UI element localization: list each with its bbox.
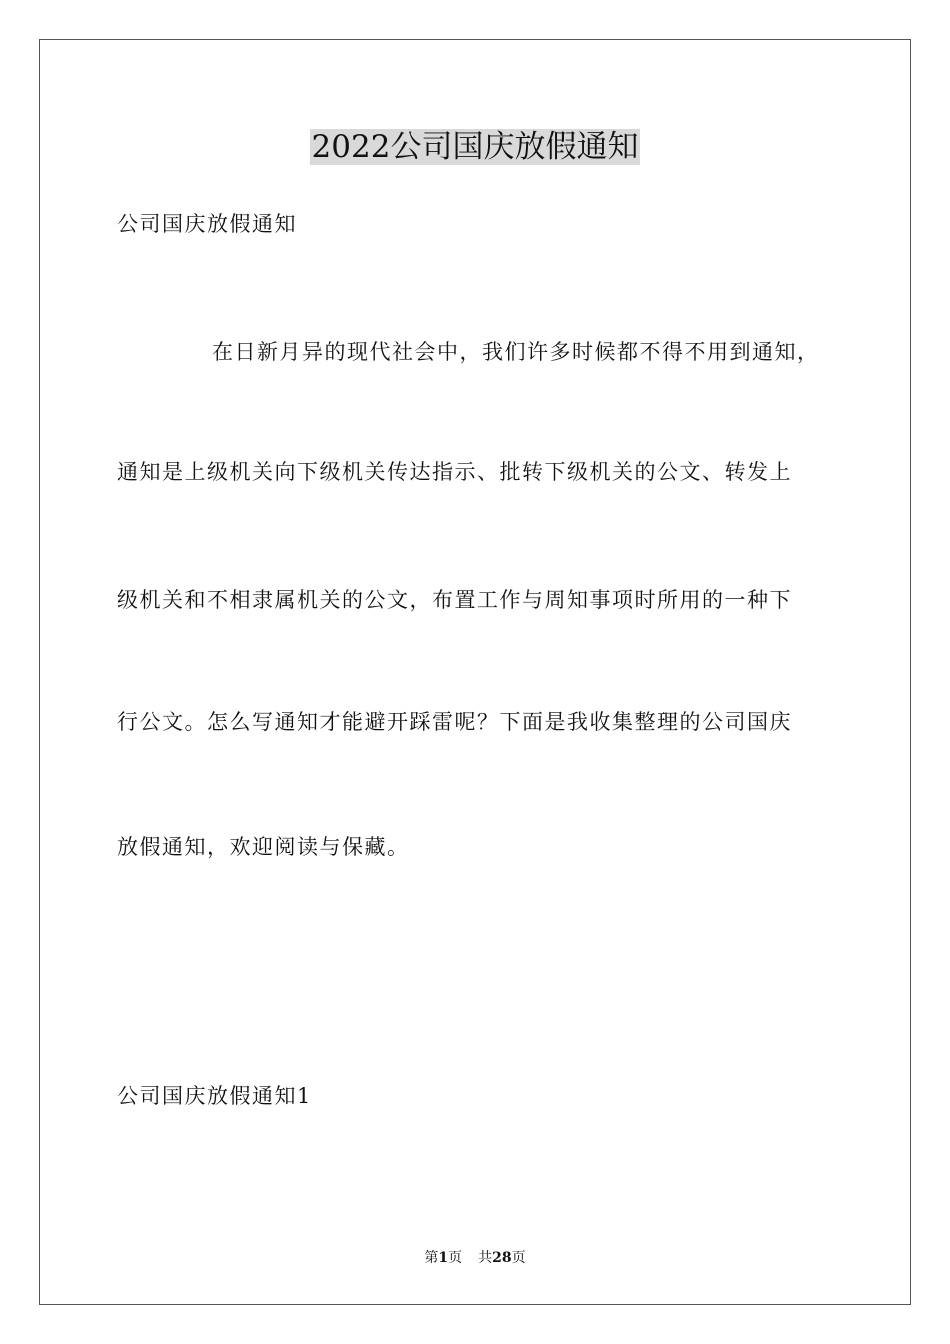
document-subtitle: 公司国庆放假通知 — [117, 212, 297, 236]
paragraph-line-1: 在日新月异的现代社会中，我们许多时候都不得不用到通知， — [212, 340, 820, 364]
page-prefix: 第 — [424, 1250, 439, 1266]
paragraph-line-4: 行公文。怎么写通知才能避开踩雷呢？下面是我收集整理的公司国庆 — [117, 710, 792, 734]
total-suffix: 页 — [511, 1250, 526, 1266]
page-footer — [0, 1248, 950, 1268]
document-title-text: 2022公司国庆放假通知 — [311, 129, 639, 165]
paragraph-line-3: 级机关和不相隶属机关的公文，布置工作与周知事项时所用的一种下 — [117, 588, 792, 612]
total-prefix: 共 — [478, 1250, 493, 1266]
document-title — [0, 125, 950, 169]
page-suffix: 页 — [448, 1250, 463, 1266]
page-number: 1 — [438, 1250, 449, 1266]
total-pages: 28 — [492, 1250, 512, 1266]
section-heading: 公司国庆放假通知1 — [117, 1084, 312, 1108]
paragraph-line-2: 通知是上级机关向下级机关传达指示、批转下级机关的公文、转发上 — [117, 460, 792, 484]
paragraph-line-5: 放假通知，欢迎阅读与保藏。 — [117, 835, 410, 859]
